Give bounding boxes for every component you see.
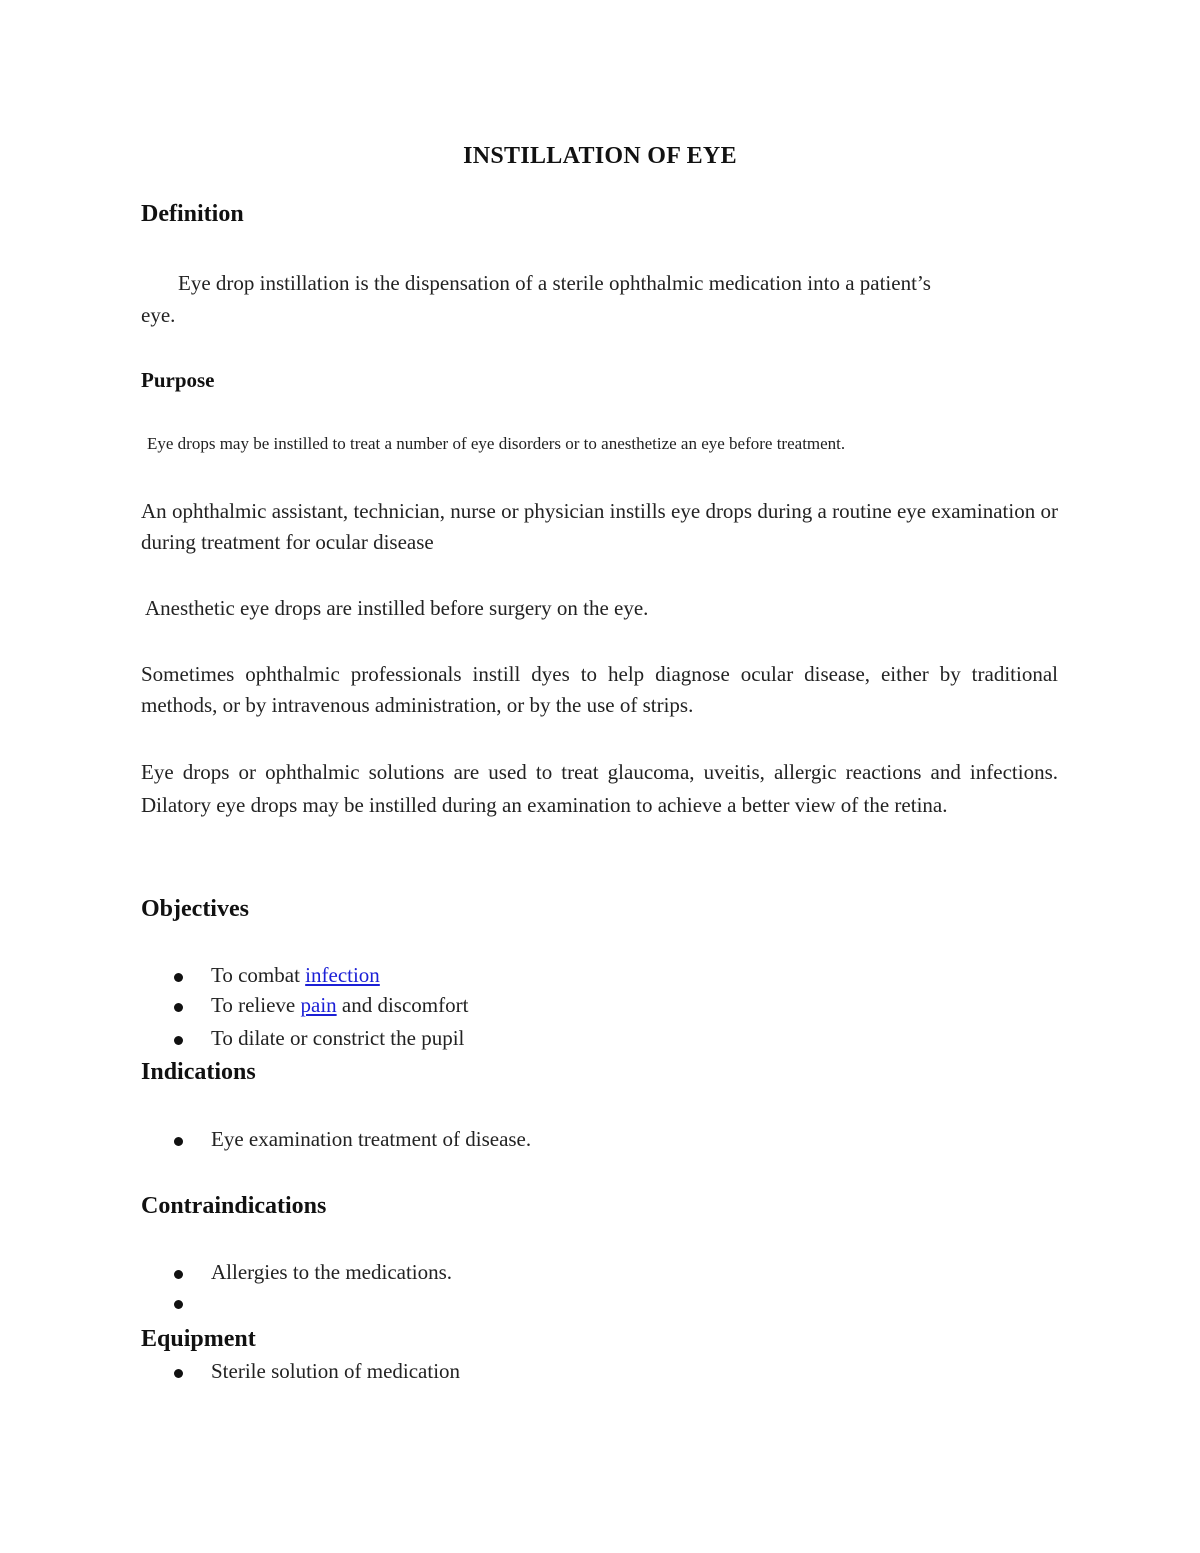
- equipment-heading: Equipment: [141, 1326, 256, 1352]
- purpose-heading: Purpose: [141, 368, 215, 392]
- objective-item-1: [211, 963, 380, 988]
- equipment-item-1: Sterile solution of medication: [211, 1359, 461, 1383]
- contraindications-heading: Contraindications: [141, 1193, 327, 1219]
- objective-item-2-suffix: and discomfort: [336, 993, 469, 1017]
- bullet-icon: [174, 1300, 183, 1309]
- bullet-icon: [174, 1270, 183, 1279]
- purpose-paragraph-1: Eye drops may be instilled to treat a number of eye disorders or to anesthetize an eye before treatment.: [147, 434, 846, 453]
- page-title: INSTILLATION OF EYE: [463, 143, 737, 169]
- bullet-icon: [174, 1137, 183, 1146]
- bullet-icon: [174, 973, 183, 982]
- definition-line-2: eye.: [141, 303, 176, 327]
- pain-link[interactable]: pain: [300, 993, 337, 1017]
- purpose-paragraph-2: An ophthalmic assistant, technician, nurse or physician instills eye drops during a routine eye examination or during treatment for ocular disease: [141, 499, 1058, 554]
- definition-heading: Definition: [141, 201, 244, 227]
- objective-item-1-text: To combat: [211, 963, 306, 987]
- indication-item-1: Eye examination treatment of disease.: [211, 1127, 532, 1151]
- purpose-paragraph-5: Eye drops or ophthalmic solutions are used to treat glaucoma, uveitis, allergic reactions and infections. Dilatory eye drops may be instilled during an examination to achieve a better view of the retina.: [141, 760, 1058, 817]
- purpose-paragraph-4: Sometimes ophthalmic professionals instill dyes to help diagnose ocular disease, either by traditional methods, or by intravenous administration, or by the use of strips.: [141, 662, 1058, 717]
- objective-item-2-text: To relieve: [211, 993, 301, 1017]
- bullet-icon: [174, 1036, 183, 1045]
- definition-line-1: Eye drop instillation is the dispensation of a sterile ophthalmic medication into a patient’s: [178, 271, 931, 295]
- purpose-paragraph-3: Anesthetic eye drops are instilled before surgery on the eye.: [145, 596, 649, 620]
- contraindication-item-1: Allergies to the medications.: [211, 1260, 453, 1284]
- indications-heading: Indications: [141, 1059, 256, 1085]
- objective-item-3: To dilate or constrict the pupil: [211, 1026, 465, 1050]
- objective-item-2: [211, 993, 468, 1018]
- bullet-icon: [174, 1369, 183, 1378]
- infection-link[interactable]: infection: [305, 963, 380, 987]
- bullet-icon: [174, 1003, 183, 1012]
- objectives-heading: Objectives: [141, 896, 249, 922]
